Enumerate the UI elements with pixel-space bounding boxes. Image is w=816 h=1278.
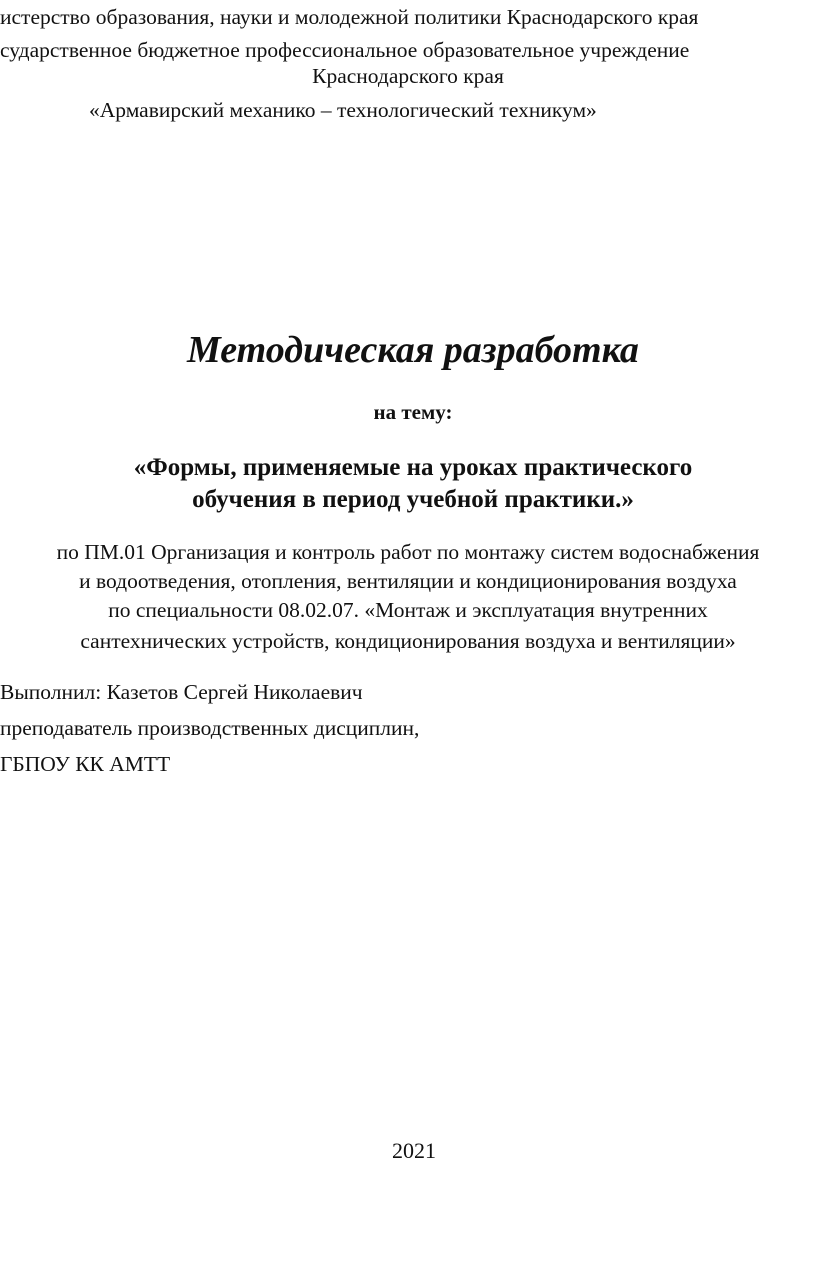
description-line-2: и водоотведения, отопления, вентиляции и кондиционирования воздуха xyxy=(79,569,737,593)
topic-line-2: обучения в период учебной практики.» xyxy=(192,486,634,513)
description-line-1: по ПМ.01 Организация и контроль работ по монтажу систем водоснабжения xyxy=(56,540,760,564)
header-institution-type: сударственное бюджетное профессиональное образовательное учреждение xyxy=(0,38,690,62)
document-title: Методическая разработка xyxy=(187,329,639,371)
author-organization: ГБПОУ КК АМТТ xyxy=(0,752,171,776)
author-name: Выполнил: Казетов Сергей Николаевич xyxy=(0,680,363,704)
document-subtitle: на тему: xyxy=(373,400,453,424)
topic-line-1: «Формы, применяемые на уроках практического xyxy=(133,454,693,481)
document-year: 2021 xyxy=(392,1138,436,1163)
header-ministry: истерство образования, науки и молодежной политики Краснодарского края xyxy=(0,5,699,29)
description-line-4: сантехнических устройств, кондиционирования воздуха и вентиляции» xyxy=(80,629,736,653)
header-region: Краснодарского края xyxy=(312,64,504,88)
description-line-3: по специальности 08.02.07. «Монтаж и эксплуатация внутренних xyxy=(108,598,708,622)
author-position: преподаватель производственных дисциплин, xyxy=(0,716,420,740)
header-institution-name: «Армавирский механико – технологический техникум» xyxy=(89,98,597,122)
